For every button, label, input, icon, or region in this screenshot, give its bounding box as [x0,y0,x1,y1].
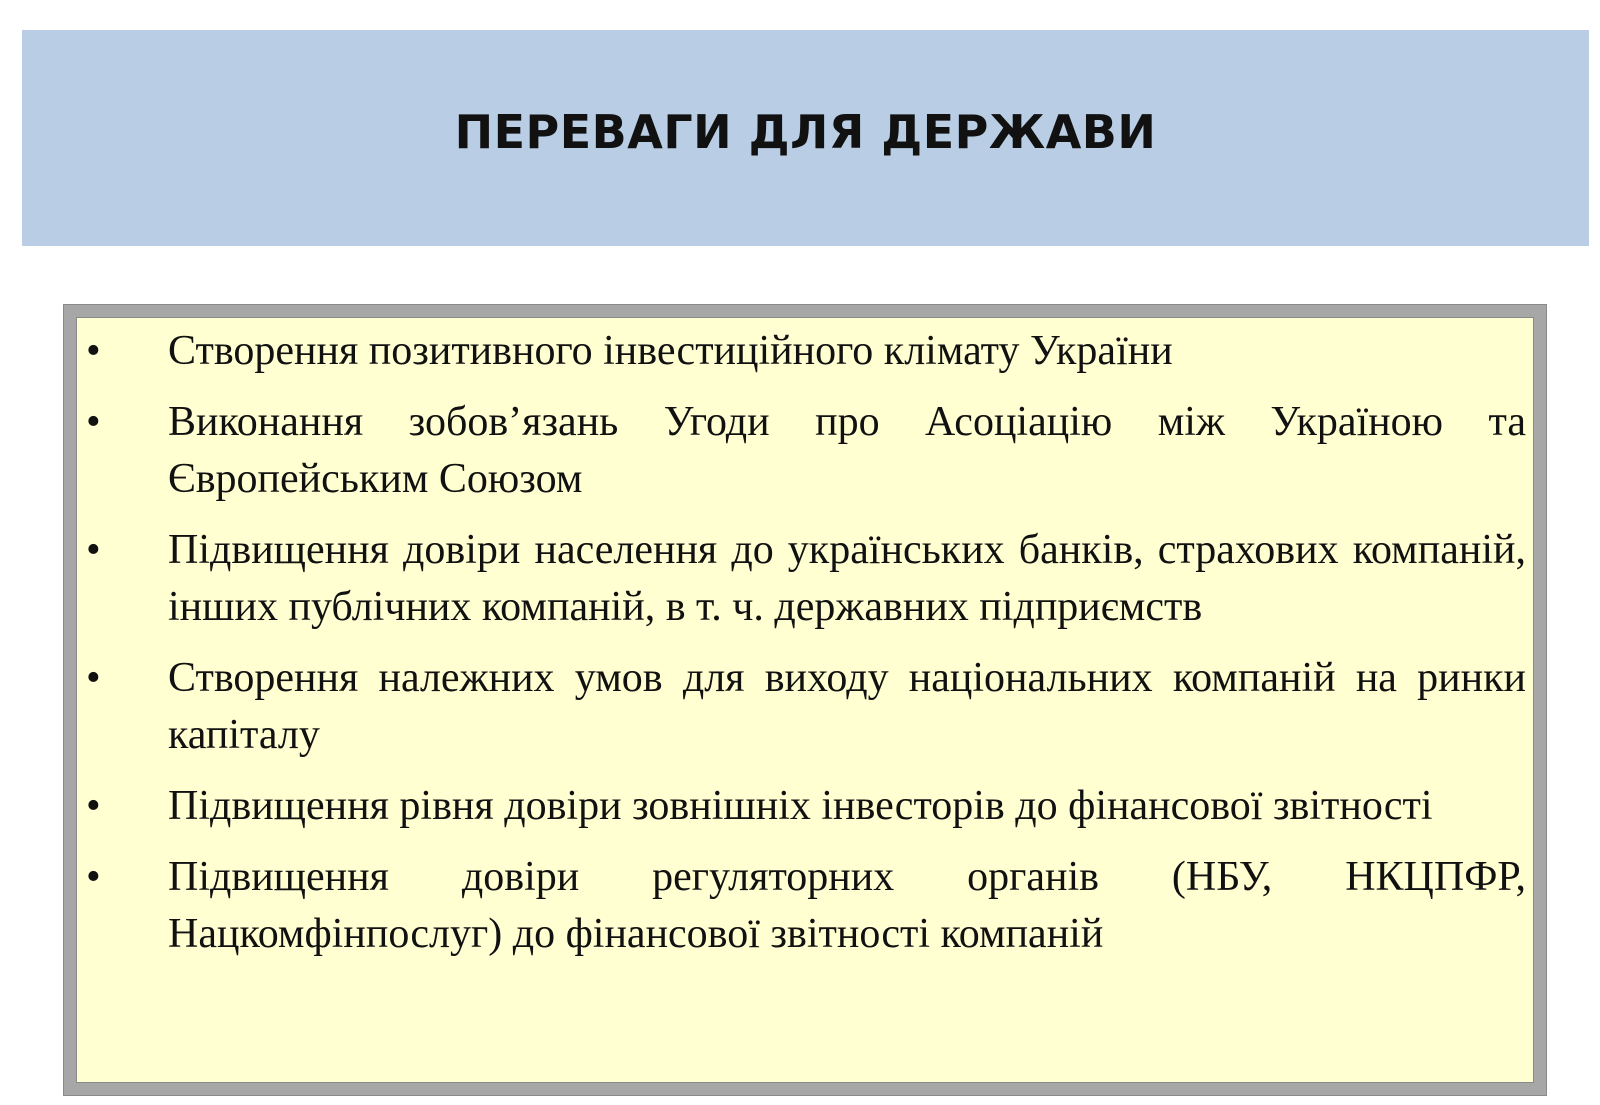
bullet-icon: • [86,527,101,573]
page-title: ПЕРЕВАГИ ДЛЯ ДЕРЖАВИ [454,105,1157,159]
title-band [22,30,1589,246]
list-item-text: Підвищення рівня довіри зовнішніх інвесторів до фінансової звітності [168,783,1433,829]
list-item [76,778,1534,835]
list-item [76,394,1534,508]
list-item-text: Підвищення довіри регуляторних органів (НБУ, НКЦПФР, Нацкомфінпослуг) до фінансової звітності компаній [168,854,1526,957]
list-item-text: Підвищення довіри населення до українських банків, страхових компаній, інших публічних компаній, в т. ч. державних підприємств [168,527,1526,630]
list-item [76,650,1534,764]
list-item-text: Створення позитивного інвестиційного клімату України [168,328,1173,374]
bullet-icon: • [86,655,101,701]
bullet-list [76,317,1534,977]
list-item [76,522,1534,636]
bullet-icon: • [86,854,101,900]
list-item [76,849,1534,963]
list-item-text: Виконання зобов’язань Угоди про Асоціацію між Україною та Європейським Союзом [168,399,1526,502]
content-box [64,305,1546,1095]
list-item [76,323,1534,380]
bullet-icon: • [86,328,101,374]
bullet-icon: • [86,399,101,445]
bullet-icon: • [86,783,101,829]
list-item-text: Створення належних умов для виходу національних компаній на ринки капіталу [168,655,1526,758]
